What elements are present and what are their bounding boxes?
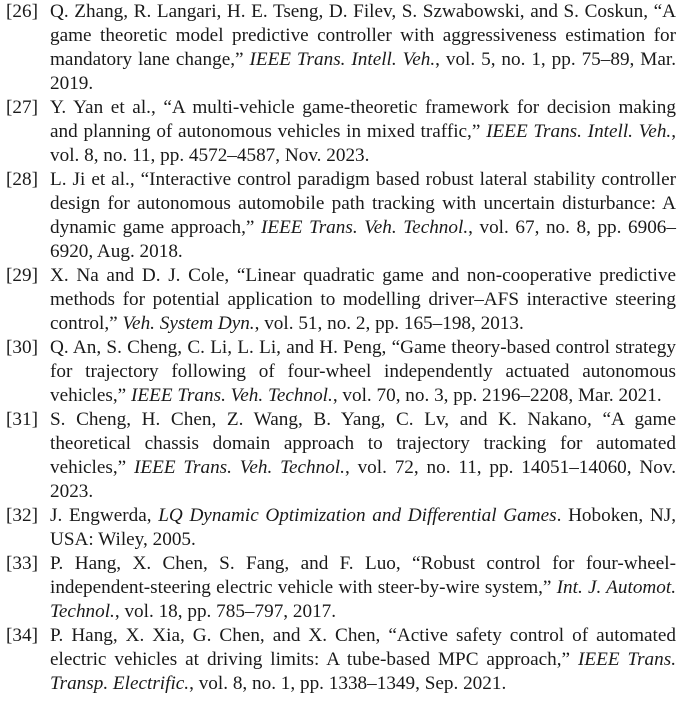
- reference-item: [0, 96, 686, 168]
- reference-item: [0, 408, 686, 504]
- reference-authors-title: S. Cheng, H. Chen, Z. Wang, B. Yang, C. Lv, and K. Nakano, “A game theoretical chassis domain approach to trajectory tracking for automated vehicles,”: [50, 409, 676, 478]
- reference-number: [34]: [6, 625, 38, 646]
- reference-number: [26]: [6, 1, 38, 22]
- reference-number: [27]: [6, 97, 38, 118]
- reference-number: [33]: [6, 553, 38, 574]
- reference-authors-title: L. Ji et al., “Interactive control paradigm based robust lateral stability controller design for autonomous automobile path tracking with uncertain disturbance: A dynamic game approach,”: [50, 169, 676, 238]
- reference-number: [30]: [6, 337, 38, 358]
- reference-number: [29]: [6, 265, 38, 286]
- reference-text: [50, 97, 676, 166]
- reference-text: [50, 553, 676, 622]
- reference-details: , vol. 72, no. 11, pp. 14051–14060, Nov. 2023.: [50, 457, 676, 502]
- reference-venue: IEEE Trans. Intell. Veh.: [249, 49, 436, 70]
- reference-authors-title: P. Hang, X. Chen, S. Fang, and F. Luo, “Robust control for four-wheel-independent-steering electric vehicle with steer-by-wire system,”: [50, 553, 676, 598]
- reference-venue: LQ Dynamic Optimization and Differential Games: [158, 505, 557, 526]
- reference-item: [0, 624, 686, 696]
- reference-details: , vol. 8, no. 1, pp. 1338–1349, Sep. 2021.: [189, 673, 507, 694]
- reference-item: [0, 0, 686, 96]
- reference-text: [50, 505, 676, 550]
- reference-venue: IEEE Trans. Veh. Technol.: [134, 457, 345, 478]
- reference-item: [0, 264, 686, 336]
- reference-details: , vol. 70, no. 3, pp. 2196–2208, Mar. 2021.: [332, 385, 662, 406]
- reference-authors-title: Y. Yan et al., “A multi-vehicle game-theoretic framework for decision making and planning of autonomous vehicles in mixed traffic,”: [50, 97, 676, 142]
- reference-text: [50, 625, 676, 694]
- reference-text: [50, 265, 676, 334]
- reference-text: [50, 169, 676, 262]
- reference-authors-title: J. Engwerda,: [50, 505, 159, 526]
- reference-authors-title: Q. An, S. Cheng, C. Li, L. Li, and H. Peng, “Game theory-based control strategy for trajectory following of four-wheel independently actuated autonomous vehicles,”: [50, 337, 676, 406]
- reference-authors-title: Q. Zhang, R. Langari, H. E. Tseng, D. Filev, S. Szwabowski, and S. Coskun, “A game theoretic model predictive controller with aggressiveness estimation for mandatory lane change,”: [50, 1, 676, 70]
- reference-details: , vol. 67, no. 8, pp. 6906–6920, Aug. 2018.: [50, 217, 676, 262]
- reference-item: [0, 168, 686, 264]
- reference-number: [31]: [6, 409, 38, 430]
- reference-venue: Int. J. Automot. Technol.: [50, 577, 676, 622]
- reference-text: [50, 409, 676, 502]
- reference-venue: IEEE Trans. Veh. Technol.: [260, 217, 469, 238]
- reference-venue: Veh. System Dyn.: [122, 313, 255, 334]
- reference-venue: IEEE Trans. Intell. Veh.: [486, 121, 672, 142]
- reference-number: [32]: [6, 505, 38, 526]
- reference-venue: IEEE Trans. Veh. Technol.: [130, 385, 333, 406]
- reference-authors-title: X. Na and D. J. Cole, “Linear quadratic game and non-cooperative predictive methods for potential application to modelling driver–AFS interactive steering control,”: [50, 265, 676, 334]
- reference-text: [50, 337, 676, 406]
- reference-authors-title: P. Hang, X. Xia, G. Chen, and X. Chen, “Active safety control of automated electric vehicles at driving limits: A tube-based MPC approach,”: [50, 625, 676, 670]
- reference-item: [0, 552, 686, 624]
- reference-details: , vol. 51, no. 2, pp. 165–198, 2013.: [254, 313, 524, 334]
- reference-number: [28]: [6, 169, 38, 190]
- reference-venue: IEEE Trans. Transp. Electrific.: [50, 649, 676, 694]
- reference-item: [0, 504, 686, 552]
- reference-text: [50, 1, 676, 94]
- reference-details: , vol. 5, no. 1, pp. 75–89, Mar. 2019.: [50, 49, 676, 94]
- reference-details: , vol. 18, pp. 785–797, 2017.: [114, 601, 337, 622]
- reference-item: [0, 336, 686, 408]
- reference-details: , vol. 8, no. 11, pp. 4572–4587, Nov. 2023.: [50, 121, 677, 166]
- reference-details: . Hoboken, NJ, USA: Wiley, 2005.: [50, 505, 677, 550]
